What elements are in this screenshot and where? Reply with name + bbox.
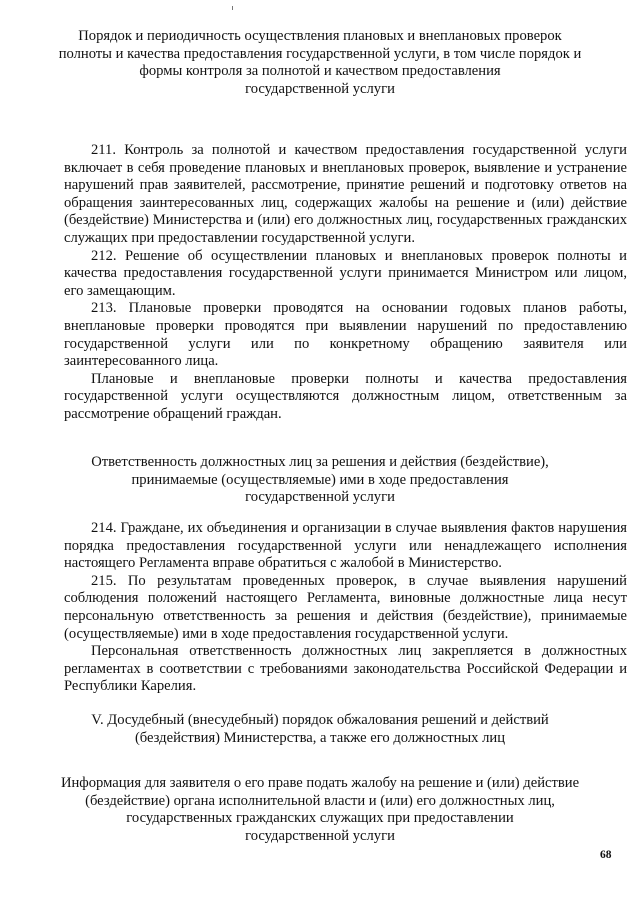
heading-section-v — [40, 712, 600, 747]
paragraph-214: 214. Граждане, их объединения и организации в случае выявления фактов нарушения порядка предоставления государственной услуги или ненадлежащего исполнения настоящего Регламента вправе обратиться с жалобой в Министерство. — [64, 520, 627, 572]
paragraph-211: 211. Контроль за полнотой и качеством предоставления государственной услуги включает в себя проведение плановых и внеплановых проверок, выявление и устранение нарушений прав заявителей, рассмотрение, принятие решений и подготовку ответов на обращения заинтересованных лиц, содержащих жалобы на решение и (или) действие (бездействие) Министерства и (или) его должностных лиц, государственных гражданских служащих при предоставлении государственной услуги. — [64, 142, 627, 246]
heading-control-procedure — [40, 28, 600, 98]
paragraph-213: 213. Плановые проверки проводятся на основании годовых планов работы, внеплановые проверки проводятся при выявлении нарушений по предоставлению государственной услуги или по конкретному обращению заявителя или заинтересованного лица. — [64, 300, 627, 370]
heading-line: государственных гражданских служащих при предоставлении — [126, 810, 514, 827]
paragraph-215-continued: Персональная ответственность должностных лиц закрепляется в должностных регламентах в соответствии с требованиями законодательства Российской Федерации и Республики Карелия. — [64, 643, 627, 695]
heading-line: полноты и качества предоставления государственной услуги, в том числе порядок и — [58, 45, 582, 62]
heading-line: принимаемые (осуществляемые) ими в ходе предоставления — [131, 471, 509, 488]
page-number: 68 — [600, 849, 612, 861]
paragraph-215: 215. По результатам проведенных проверок, в случае выявления нарушений соблюдения положений настоящего Регламента, виновные должностные лица несут персональную ответственность за решения и действия (бездействие), принимаемые (осуществляемые) ими в ходе предоставления государственной услуги. — [64, 572, 627, 642]
heading-line: государственной услуги — [245, 489, 395, 506]
scan-speck — [232, 6, 233, 10]
heading-line: Информация для заявителя о его праве подать жалобу на решение и (или) действие — [60, 775, 580, 791]
heading-line: государственной услуги — [245, 827, 395, 844]
heading-line: V. Досудебный (внесудебный) порядок обжалования решений и действий — [91, 712, 549, 728]
heading-line: Ответственность должностных лиц за решения и действия (бездействие), — [91, 454, 549, 470]
paragraph-212: 212. Решение об осуществлении плановых и внеплановых проверок полноты и качества предоставления государственной услуги принимается Министром или лицом, его замещающим. — [64, 247, 627, 299]
heading-line: формы контроля за полнотой и качеством предоставления — [139, 63, 501, 80]
heading-responsibility — [40, 454, 600, 507]
heading-line: (бездействие) органа исполнительной власти и (или) его должностных лиц, — [85, 792, 555, 809]
heading-line: (бездействия) Министерства, а также его должностных лиц — [134, 729, 506, 746]
heading-line: Порядок и периодичность осуществления плановых и внеплановых проверок — [78, 28, 562, 44]
paragraph-213-continued: Плановые и внеплановые проверки полноты и качества предоставления государственной услуги осуществляются должностным лицом, ответственным за рассмотрение обращений граждан. — [64, 370, 627, 422]
heading-complaint-info — [40, 775, 600, 845]
section-responsibility-body — [64, 520, 627, 696]
heading-line: государственной услуги — [245, 80, 395, 97]
section-control-body — [64, 142, 627, 424]
